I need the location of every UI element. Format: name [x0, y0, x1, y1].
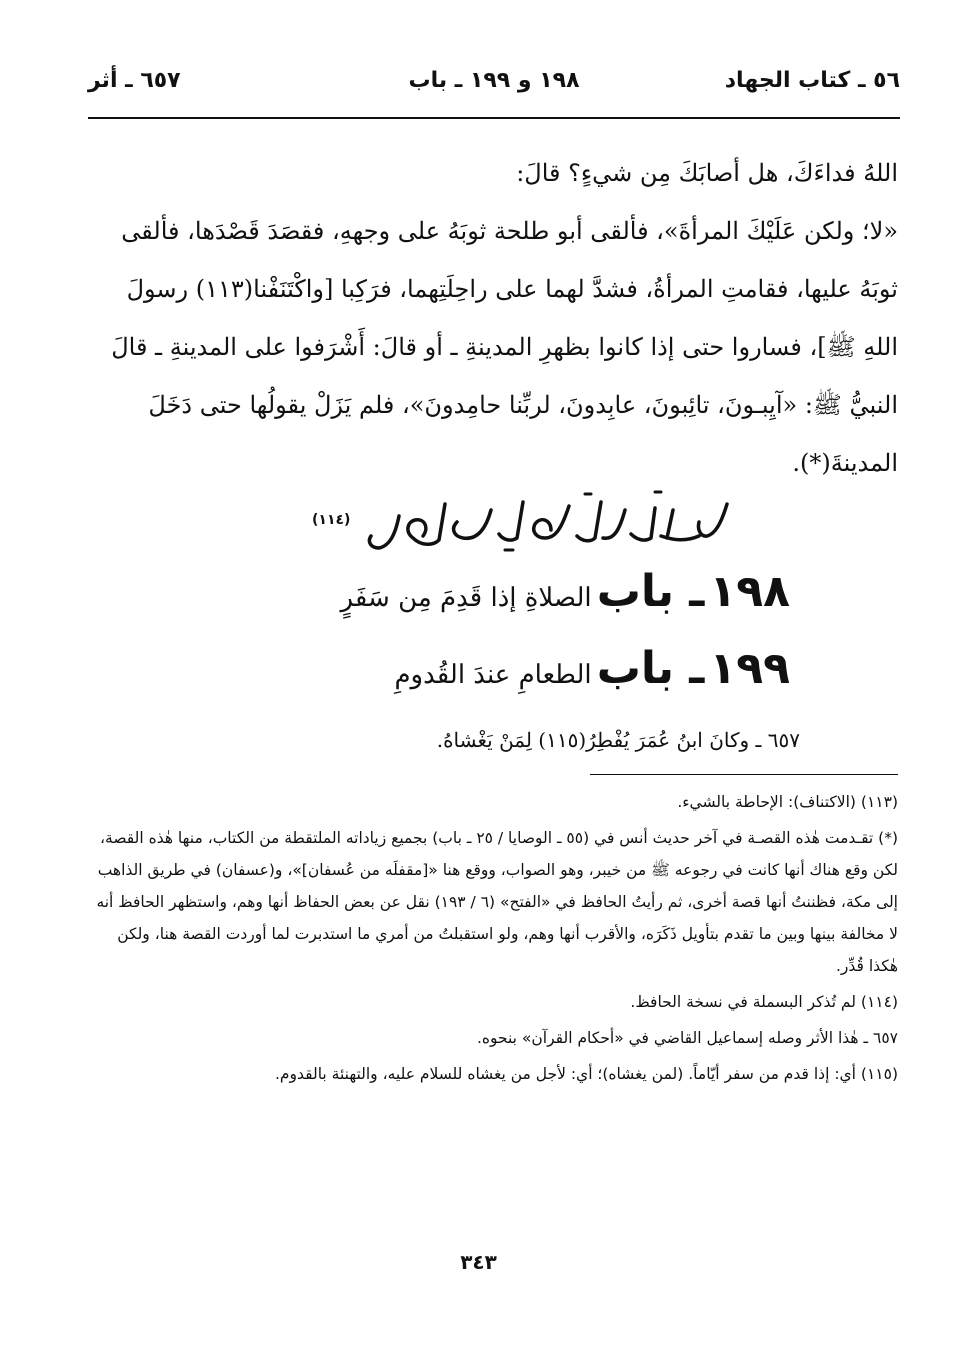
text-line-1: اللهُ فداءَكَ، هل أصابَكَ مِن شيءٍ؟ قالَ: [516, 159, 898, 187]
header-rule [88, 117, 900, 119]
chapter-word: باب [596, 643, 674, 694]
main-text [92, 144, 898, 492]
chapter-number: ١٩٩ [709, 643, 790, 694]
header-athar-number: ٦٥٧ ـ أثر [88, 68, 181, 93]
footnote-115: (١١٥) أي: إذا قدم من سفر أيّاماً. (لمن يغشاه)؛ أي: لأجل من يغشاه للسلام عليه، والتهنئة بالقدوم. [274, 1065, 898, 1083]
chapter-word: باب [596, 566, 674, 617]
footnote-657: ٦٥٧ ـ هٰذا الأثر وصله إسماعيل القاضي في «أحكام القرآن» بنحوه. [476, 1029, 898, 1047]
chapter-title: الصلاةِ إذا قَدِمَ مِن سَفَرٍ [340, 583, 592, 613]
footnotes [92, 786, 898, 1094]
footnote-114: (١١٤) لم تُذكر البسملة في نسخة الحافظ. [630, 993, 898, 1011]
chapter-number: ١٩٨ [709, 566, 790, 617]
header-section: ١٩٨ و ١٩٩ ـ باب [408, 68, 580, 93]
chapter-title: الطعامِ عندَ القُدومِ [394, 660, 592, 690]
basmala-footnote-ref: (١١٤) [312, 512, 351, 528]
footnote-113: (١١٣) (الاكتناف): الإحاطة بالشيء. [677, 793, 898, 811]
footnote-rule [590, 774, 898, 775]
footnote-star: (*) تقـدمت هٰذه القصـة في آخر حديث أنس في (٥٥ ـ الوصايا / ٢٥ ـ باب) بجميع زياداته الملتقطة من الكتاب، منها هٰذه القصة، لكن وقع هناك أنها كانت في رجوعه ﷺ من خيبر، وهو الصواب، ووقع هنا «[مقفلَه من عُسفان]»، و(عسفان) في طريق الذاهب إلى مكة، فظننتُ أنها قصة أخرى، ثم رأيتُ الحافظ في «الفتح» (٦ / ١٩٣) نقل عن بعض الحفاظ أنها وهم، واستظهر الحافظ أنه لا مخالفة بينها وبين ما تقدم بتأويل ذَكَرَه، والأقرب أنها وهم، ولو استقبلتُ من أمري ما استدبرت لما أوردت القصة هنا، ولكن هٰكذا قُدِّر. [96, 829, 898, 975]
chapter-heading-198: ١٩٨ ـ باب الصلاةِ إذا قَدِمَ مِن سَفَرٍ [340, 566, 790, 617]
running-header [88, 68, 900, 108]
basmala-calligraphy [355, 480, 735, 560]
page-number: ٣٤٣ [460, 1250, 497, 1274]
chapter-heading-199: ١٩٩ ـ باب الطعامِ عندَ القُدومِ [394, 643, 790, 694]
header-book-chapter: ٥٦ ـ كتاب الجهاد [724, 68, 900, 93]
athar-657: ٦٥٧ ـ وكانَ ابنُ عُمَرَ يُفْطِرُ(١١٥) لِمَنْ يَغْشاهُ. [436, 728, 800, 752]
text-paragraph-2: «لا؛ ولكن عَلَيْكَ المرأةَ»، فألقى أبو طلحة ثوبَهُ على وجههِ، فقصَدَ قَصْدَها، فألقى ثوبَهُ عليها، فقامتِ المرأةُ، فشدَّ لهما على راحِلَتِهما، فرَكِبا [واكْتَنَفْنا(١١٣) رسولَ اللهِ ﷺ]، فساروا حتى إذا كانوا بظهرِ المدينةِ ـ أو قالَ: أَشْرَفوا على المدينةِ ـ قالَ النبيُّ ﷺ: «آيِبـونَ، تائِبونَ، عابِدونَ، لربِّنا حامِدونَ»، فلم يَزَلْ يقولُها حتى دَخَلَ المدينةَ(*). [111, 217, 898, 477]
